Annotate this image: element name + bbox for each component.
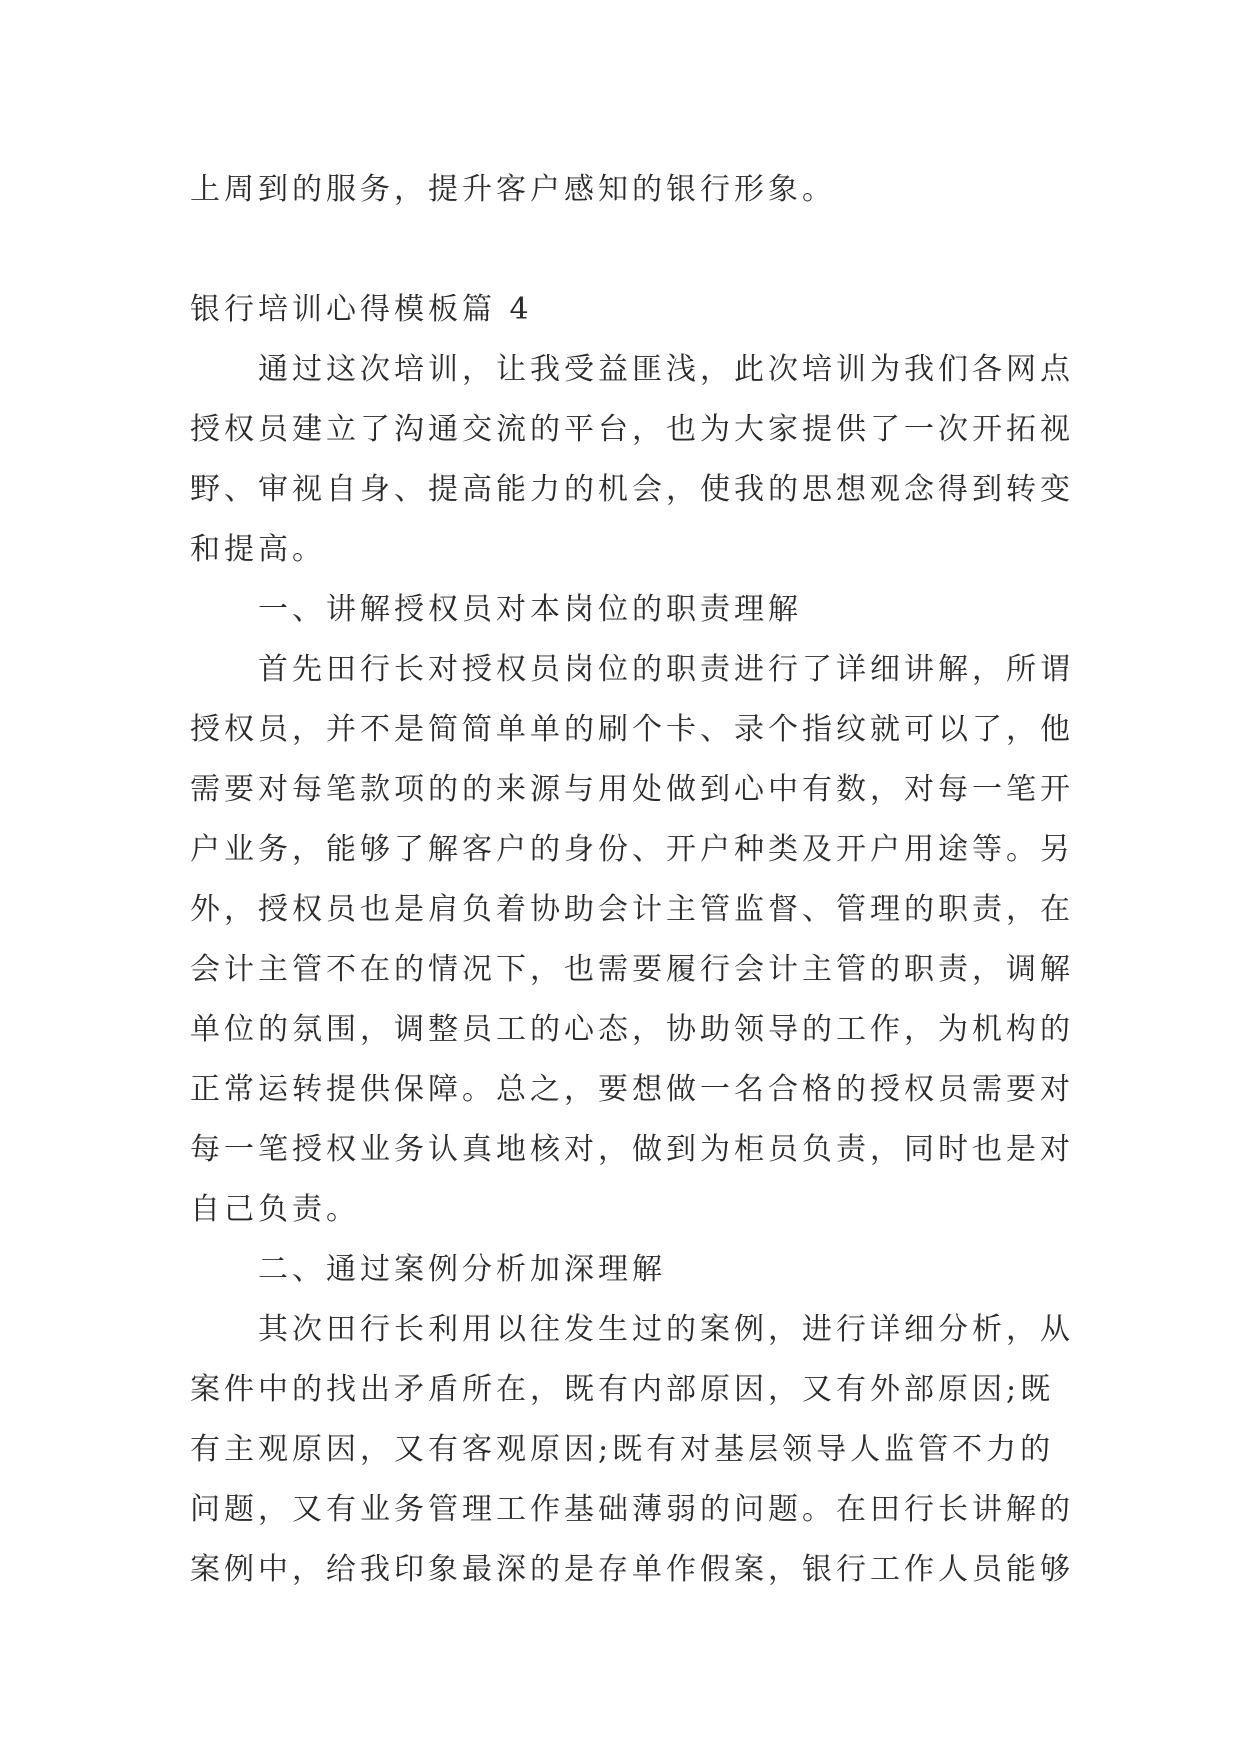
paragraph-line: 有主观原因，又有客观原因;既有对基层领导人监管不力的 (190, 1432, 1055, 1467)
paragraph-line: 会计主管不在的情况下，也需要履行会计主管的职责，调解 (190, 952, 1074, 987)
paragraph-line: 正常运转提供保障。总之，要想做一名合格的授权员需要对 (190, 1072, 1074, 1107)
paragraph-line: 授权员建立了沟通交流的平台，也为大家提供了一次开拓视 (190, 412, 1074, 447)
heading-2: 二、通过案例分析加深理解 (258, 1252, 666, 1287)
section-title: 银行培训心得模板篇 4 (190, 292, 533, 327)
paragraph-gap (190, 220, 1052, 280)
paragraph-line: 和提高。 (190, 532, 326, 567)
paragraph-1 (190, 340, 1074, 580)
paragraph-line: 案件中的找出矛盾所在，既有内部原因，又有外部原因;既 (190, 1372, 1055, 1407)
paragraph-line: 自己负责。 (190, 1192, 360, 1227)
document-body (190, 160, 1074, 1600)
paragraph-line: 每一笔授权业务认真地核对，做到为柜员负责，同时也是对 (190, 1132, 1074, 1167)
paragraph-line: 通过这次培训，让我受益匪浅，此次培训为我们各网点 (258, 352, 1074, 387)
paragraph-line: 单位的氛围，调整员工的心态，协助领导的工作，为机构的 (190, 1012, 1074, 1047)
paragraph-line: 授权员，并不是简简单单的刷个卡、录个指纹就可以了，他 (190, 712, 1074, 747)
paragraph-line: 案例中，给我印象最深的是存单作假案，银行工作人员能够 (190, 1552, 1074, 1587)
paragraph-line: 需要对每笔款项的的来源与用处做到心中有数，对每一笔开 (190, 772, 1074, 807)
paragraph-line: 外，授权员也是肩负着协助会计主管监督、管理的职责，在 (190, 892, 1074, 927)
paragraph-line: 野、审视自身、提高能力的机会，使我的思想观念得到转变 (190, 472, 1074, 507)
paragraph-3 (190, 1300, 1074, 1600)
paragraph-line: 问题，又有业务管理工作基础薄弱的问题。在田行长讲解的 (190, 1492, 1074, 1527)
paragraph-2 (190, 640, 1074, 1240)
intro-tail-line: 上周到的服务，提升客户感知的银行形象。 (190, 172, 836, 207)
paragraph-line: 户业务，能够了解客户的身份、开户种类及开户用途等。另 (190, 832, 1074, 867)
paragraph-line: 其次田行长利用以往发生过的案例，进行详细分析，从 (258, 1312, 1074, 1347)
heading-1: 一、讲解授权员对本岗位的职责理解 (258, 592, 802, 627)
paragraph-line: 首先田行长对授权员岗位的职责进行了详细讲解，所谓 (258, 652, 1074, 687)
